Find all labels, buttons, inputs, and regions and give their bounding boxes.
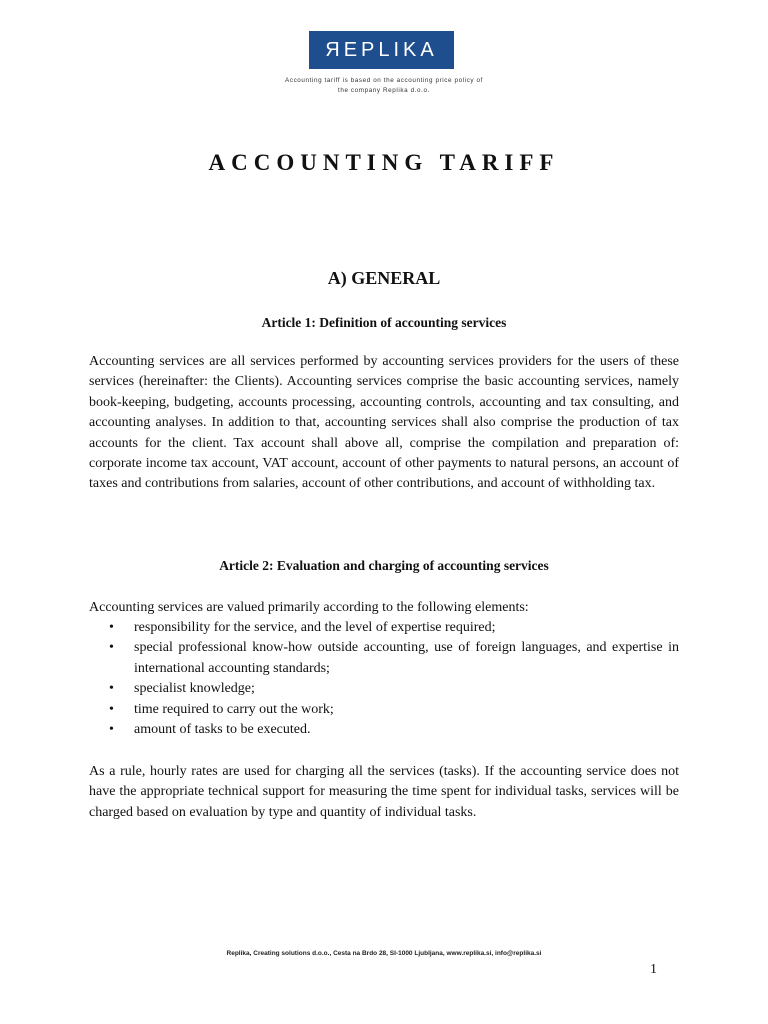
- list-item: [89, 618, 679, 638]
- bullet-icon: •: [109, 620, 114, 635]
- bullet-icon: •: [109, 701, 114, 717]
- list-item: [89, 638, 679, 679]
- tagline-line-1: Accounting tariff is based on the accounting price policy of: [285, 77, 483, 84]
- list-item: [89, 700, 679, 720]
- company-logo: [309, 31, 454, 69]
- list-item-text: responsibility for the service, and the level of expertise required;: [134, 620, 496, 635]
- evaluation-elements-list: [89, 618, 679, 740]
- list-item: [89, 679, 679, 699]
- footer-company-info: Replika, Creating solutions d.o.o., Cesta na Brdo 28, SI-1000 Ljubljana, www.replika.si, info@replika.si: [226, 950, 542, 957]
- article-2-intro: Accounting services are valued primarily according to the following elements:: [89, 600, 529, 615]
- list-item: [89, 720, 679, 740]
- list-item-text: time required to carry out the work;: [134, 701, 334, 717]
- article-1-heading: Article 1: Definition of accounting services: [261, 315, 507, 330]
- section-heading-general: A) GENERAL: [327, 268, 441, 288]
- bullet-icon: •: [109, 640, 114, 656]
- logo-text: ЯEPLIKA: [325, 38, 438, 61]
- article-1-paragraph: Accounting services are all services performed by accounting services providers for the users of these services (hereinafter: the Clients). Accounting services comprise the basic accounting services, namely book-keeping, budgeting, accounts processing, accounting controls, accounting and tax consulting, and accounting analyses. In addition to that, accounting services shall also comprise the production of tax accounts for the client. Tax account shall above all, comprise the compilation and preparation of: corporate income tax account, VAT account, account of other payments to natural persons, an account of taxes and contributions from salaries, account of other contributions, and account of withholding tax.: [89, 354, 679, 492]
- article-2-heading: Article 2: Evaluation and charging of accounting services: [219, 558, 549, 573]
- document-title: ACCOUNTING TARIFF: [208, 150, 560, 175]
- tagline-line-2: the company Replika d.o.o.: [338, 86, 430, 94]
- bullet-icon: •: [109, 722, 114, 738]
- list-item-text: amount of tasks to be executed.: [134, 722, 311, 738]
- list-item-text: specialist knowledge;: [134, 681, 255, 697]
- list-item-text: special professional know-how outside accounting, use of foreign languages, and expertise in international accounting standards;: [134, 640, 679, 676]
- article-2-closing-paragraph: As a rule, hourly rates are used for charging all the services (tasks). If the accounting service does not have the appropriate technical support for measuring the time spent for individual tasks, services will be charged based on evaluation by type and quantity of individual tasks.: [89, 764, 679, 820]
- bullet-icon: •: [109, 681, 114, 697]
- page-number: 1: [650, 962, 657, 977]
- logo-tagline: [234, 76, 534, 95]
